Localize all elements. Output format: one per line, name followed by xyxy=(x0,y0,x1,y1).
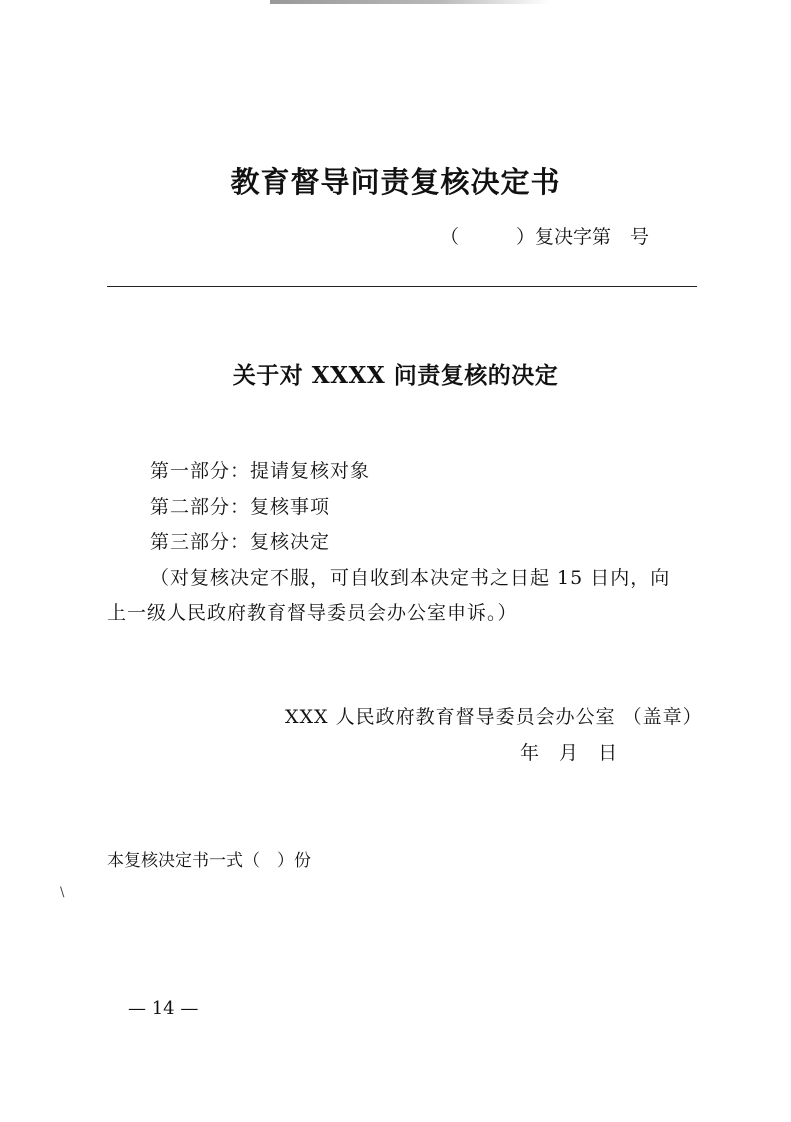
page-number: — 14 — xyxy=(128,998,199,1019)
copies-note: 本复核决定书一式（ ）份 xyxy=(107,851,311,871)
issue-date: 年 月 日 xyxy=(520,742,618,764)
decision-subtitle: 关于对 XXXX 问责复核的决定 xyxy=(232,362,559,389)
appeal-note-line2: 上一级人民政府教育督导委员会办公室申诉。） xyxy=(107,602,518,624)
scan-artifact xyxy=(270,0,550,4)
issuer-signature: XXX 人民政府教育督导委员会办公室 （盖章） xyxy=(285,706,703,728)
document-number: （ ）复决字第 号 xyxy=(440,226,650,248)
document-title: 教育督导问责复核决定书 xyxy=(230,165,561,199)
section-part-one: 第一部分：提请复核对象 xyxy=(150,460,371,482)
stray-mark: \ xyxy=(60,885,65,900)
section-part-three: 第三部分：复核决定 xyxy=(150,531,331,553)
section-part-two: 第二部分：复核事项 xyxy=(150,496,331,518)
appeal-note-line1: （对复核决定不服，可自收到本决定书之日起 15 日内，向 xyxy=(150,567,671,589)
header-divider xyxy=(107,286,697,287)
